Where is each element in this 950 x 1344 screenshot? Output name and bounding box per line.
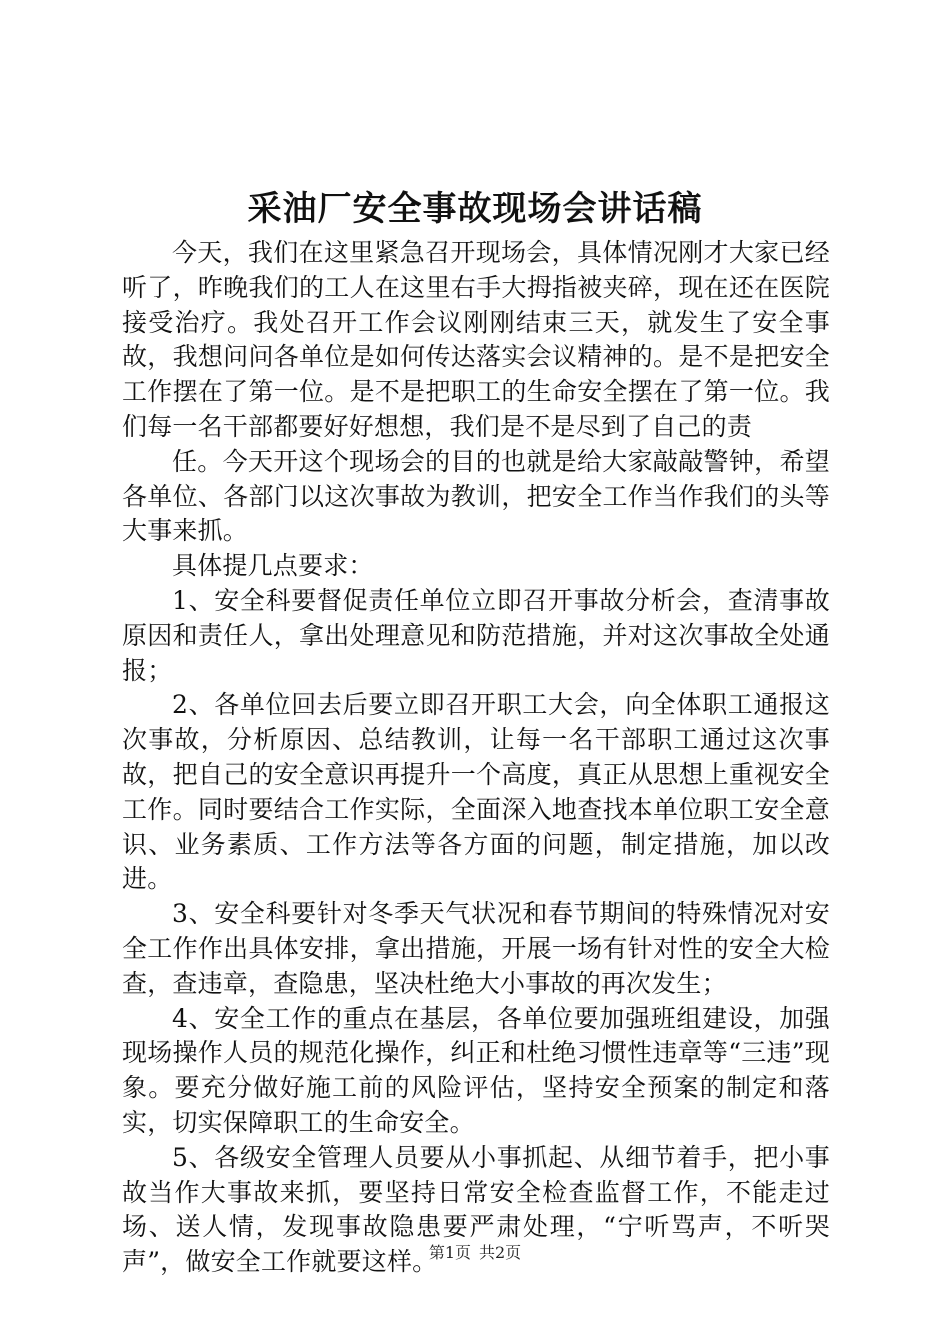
- paragraph-requirement-3: 3、安全科要针对冬季天气状况和春节期间的特殊情况对安全工作作出具体安排，拿出措施，开展一场有针对性的安全大检查，查违章，查隐患，坚决杜绝大小事故的再次发生；: [122, 899, 830, 998]
- paragraph-intro: 今天，我们在这里紧急召开现场会，具体情况刚才大家已经听了，昨晚我们的工人在这里右手大拇指被夹碎，现在还在医院接受治疗。我处召开工作会议刚刚结束三天，就发生了安全事故，我想问问各单位是如何传达落实会议精神的。是不是把安全工作摆在了第一位。是不是把职工的生命安全摆在了第一位。我们每一名干部都要好好想想，我们是不是尽到了自己的责: [122, 238, 830, 441]
- document-title: 采油厂安全事故现场会讲话稿: [247, 189, 703, 229]
- paragraph-requirement-5: 5、各级安全管理人员要从小事抓起、从细节着手，把小事故当作大事故来抓，要坚持日常安全检查监督工作，不能走过场、送人情，发现事故隐患要严肃处理，“宁听骂声，不听哭声”，做安全工作就要这样。: [122, 1142, 830, 1277]
- paragraph-requirement-4: 4、安全工作的重点在基层，各单位要加强班组建设，加强现场操作人员的规范化操作，纠正和杜绝习惯性违章等“三违”现象。要充分做好施工前的风险评估，坚持安全预案的制定和落实，切实保障职工的生命安全。: [122, 1003, 830, 1137]
- page-total: 共2页: [479, 1243, 522, 1262]
- document-body: [122, 236, 830, 1280]
- page-number: 第1页: [428, 1243, 471, 1262]
- paragraph-requirement-2: 2、各单位回去后要立即召开职工大会，向全体职工通报这次事故，分析原因、总结教训，让每一名干部职工通过这次事故，把自己的安全意识再提升一个高度，真正从思想上重视安全工作。同时要结合工作实际，全面深入地查找本单位职工安全意识、业务素质、工作方法等各方面的问题，制定措施，加以改进。: [122, 690, 830, 894]
- paragraph-purpose: 任。今天开这个现场会的目的也就是给大家敲敲警钟，希望各单位、各部门以这次事故为教训，把安全工作当作我们的头等大事来抓。: [122, 446, 830, 546]
- paragraph-requirement-1: 1、安全科要督促责任单位立即召开事故分析会，查清事故原因和责任人，拿出处理意见和防范措施，并对这次事故全处通报；: [122, 585, 830, 685]
- page-footer: [0, 1242, 950, 1264]
- paragraph-requirements-heading: 具体提几点要求：: [172, 551, 374, 581]
